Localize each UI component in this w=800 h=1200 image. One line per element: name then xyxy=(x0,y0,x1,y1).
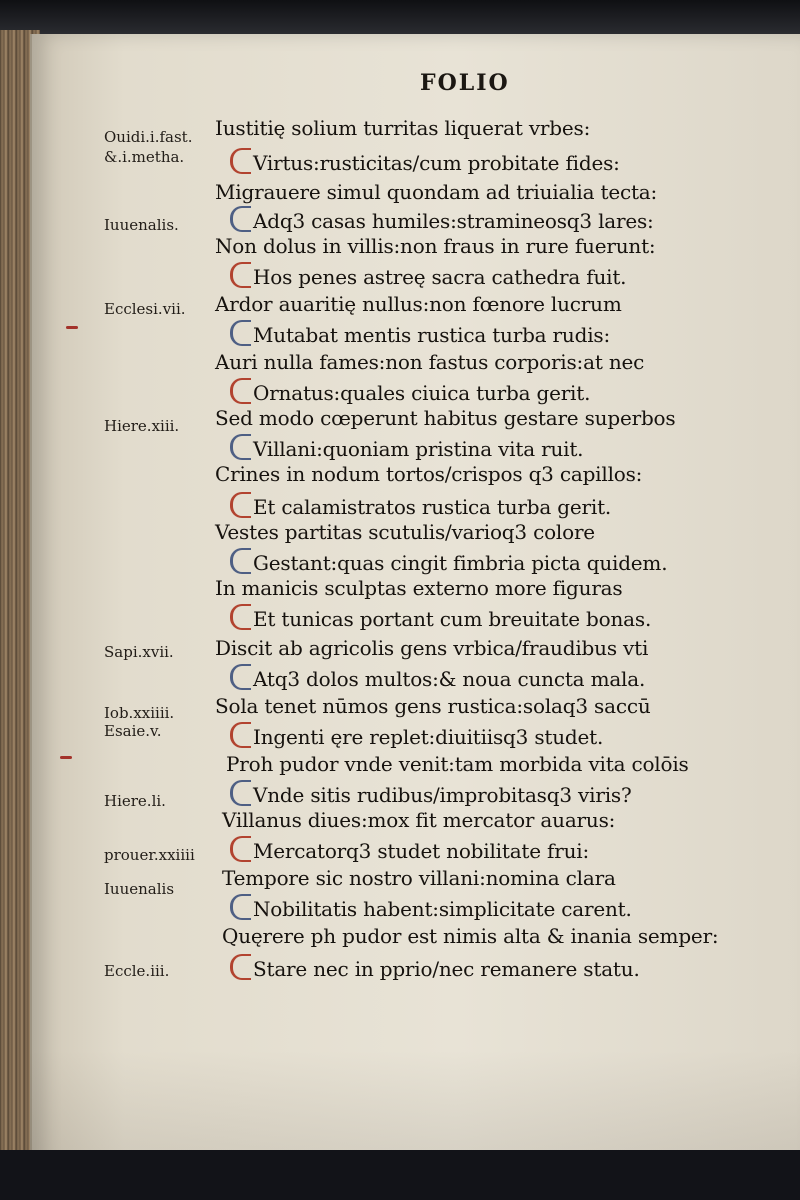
margin-note: Sapi.xvii. xyxy=(104,643,174,661)
verse-text: Migrauere simul quondam ad triuialia tecta: xyxy=(215,180,658,204)
rubric-tick xyxy=(60,756,72,759)
verse-text: Proh pudor vnde venit:tam morbida vita colōis xyxy=(226,752,689,776)
verse-line xyxy=(215,462,642,486)
margin-note: Iob.xxiiii. xyxy=(104,704,175,722)
verse-text: Tempore sic nostro villani:nomina clara xyxy=(222,866,616,890)
verse-line xyxy=(215,234,655,258)
verse-line xyxy=(215,636,648,660)
paragraph-mark xyxy=(230,548,251,574)
verse-line xyxy=(215,520,595,544)
verse-line xyxy=(230,604,651,631)
margin-note: Ouidi.i.fast. xyxy=(104,128,193,146)
verse-text: Auri nulla fames:non fastus corporis:at nec xyxy=(215,350,645,374)
verse-text: Hos penes astreę sacra cathedra fuit. xyxy=(253,265,627,289)
verse-line xyxy=(230,148,620,175)
verse-line xyxy=(230,780,631,807)
paragraph-mark xyxy=(230,894,251,920)
verse-text: Stare nec in pprio/nec remanere statu. xyxy=(253,957,640,981)
verse-text: Gestant:quas cingit fimbria picta quidem. xyxy=(253,551,668,575)
verse-text: In manicis sculptas externo more figuras xyxy=(215,576,623,600)
paragraph-mark xyxy=(230,664,251,690)
verse-line xyxy=(215,576,622,600)
margin-note: Hiere.xiii. xyxy=(104,417,180,435)
verse-line xyxy=(230,262,626,289)
verse-line xyxy=(215,406,675,430)
verse-line xyxy=(215,350,644,374)
verse-text: Iustitię solium turritas liquerat vrbes: xyxy=(215,116,591,140)
paragraph-mark xyxy=(230,148,251,174)
verse-text: Vnde sitis rudibus/improbitasq3 viris? xyxy=(253,783,632,807)
verse-text: Ornatus:quales ciuica turba gerit. xyxy=(253,381,591,405)
verse-text: Adq3 casas humiles:stramineosq3 lares: xyxy=(253,209,654,233)
verse-text: Discit ab agricolis gens vrbica/fraudibus vti xyxy=(215,636,649,660)
verse-line xyxy=(222,924,718,948)
verse-text: Mutabat mentis rustica turba rudis: xyxy=(253,323,611,347)
paragraph-mark xyxy=(230,378,251,404)
rubric-tick xyxy=(66,326,78,329)
verse-line xyxy=(230,548,667,575)
paragraph-mark xyxy=(230,262,251,288)
verse-text: Sola tenet nūmos gens rustica:solaq3 saccū xyxy=(215,694,651,718)
paragraph-mark xyxy=(230,604,251,630)
verse-line xyxy=(215,292,622,316)
verse-text: Crines in nodum tortos/crispos q3 capillos: xyxy=(215,462,643,486)
verse-line xyxy=(230,206,654,233)
book-top-edge xyxy=(0,0,800,34)
paragraph-mark xyxy=(230,954,251,980)
margin-note: &.i.metha. xyxy=(104,148,185,166)
margin-note: Iuuenalis xyxy=(104,880,175,898)
paragraph-mark xyxy=(230,836,251,862)
paragraph-mark xyxy=(230,206,251,232)
verse-line xyxy=(230,492,611,519)
verse-text: Sed modo cœperunt habitus gestare superbos xyxy=(215,406,676,430)
margin-note: prouer.xxiiii xyxy=(104,846,195,864)
verse-line xyxy=(222,866,616,890)
margin-note: Hiere.li. xyxy=(104,792,166,810)
verse-line xyxy=(215,180,657,204)
verse-line xyxy=(230,664,645,691)
paragraph-mark xyxy=(230,492,251,518)
paragraph-mark xyxy=(230,722,251,748)
verse-line xyxy=(215,694,651,718)
margin-note: Iuuenalis. xyxy=(104,216,179,234)
running-head: FOLIO xyxy=(420,70,510,96)
paragraph-mark xyxy=(230,320,251,346)
verse-line xyxy=(230,954,640,981)
verse-line xyxy=(230,722,603,749)
verse-text: Atq3 dolos multos:& noua cuncta mala. xyxy=(253,667,646,691)
verse-text: Et tunicas portant cum breuitate bonas. xyxy=(253,607,652,631)
verse-line xyxy=(230,320,610,347)
verse-text: Ingenti ęre replet:diuitiisq3 studet. xyxy=(253,725,604,749)
verse-text: Nobilitatis habent:simplicitate carent. xyxy=(253,897,632,921)
verse-text: Ardor auaritię nullus:non fœnore lucrum xyxy=(215,292,622,316)
verse-line xyxy=(222,808,615,832)
verse-line xyxy=(230,378,590,405)
verse-text: Virtus:rusticitas/cum probitate fides: xyxy=(253,151,620,175)
verse-text: Vestes partitas scutulis/varioq3 colore xyxy=(215,520,595,544)
margin-note: Esaie.v. xyxy=(104,722,162,740)
verse-text: Et calamistratos rustica turba gerit. xyxy=(253,495,612,519)
verse-line xyxy=(230,894,632,921)
verse-text: Quęrere ph pudor est nimis alta & inania semper: xyxy=(222,924,719,948)
paragraph-mark xyxy=(230,780,251,806)
verse-line xyxy=(230,836,589,863)
verse-line xyxy=(215,116,590,140)
margin-note: Ecclesi.vii. xyxy=(104,300,186,318)
verse-text: Non dolus in villis:non fraus in rure fuerunt: xyxy=(215,234,656,258)
paragraph-mark xyxy=(230,434,251,460)
verse-line xyxy=(226,752,689,776)
verse-text: Villani:quoniam pristina vita ruit. xyxy=(253,437,584,461)
verse-text: Mercatorq3 studet nobilitate frui: xyxy=(253,839,590,863)
verse-text: Villanus diues:mox fit mercator auarus: xyxy=(222,808,616,832)
verse-line xyxy=(230,434,583,461)
margin-note: Eccle.iii. xyxy=(104,962,170,980)
background-bottom xyxy=(0,1150,800,1200)
